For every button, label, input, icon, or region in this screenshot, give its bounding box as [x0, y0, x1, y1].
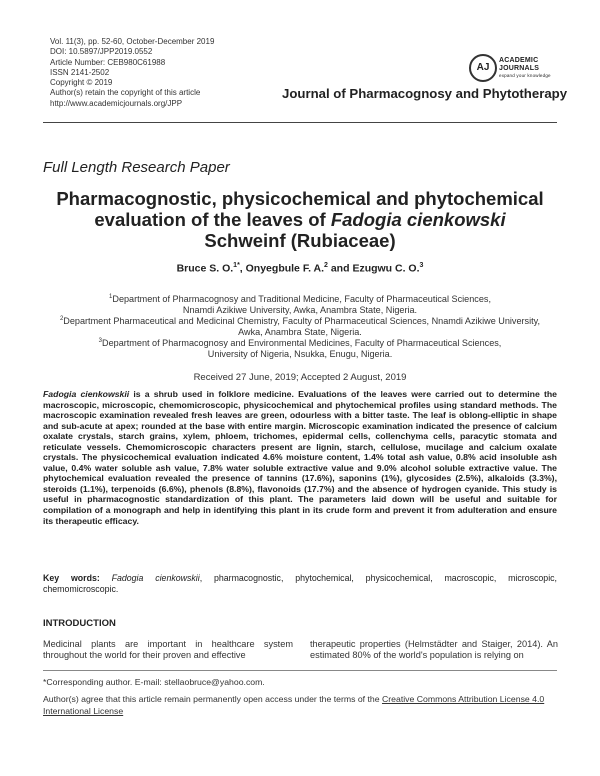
- keywords: Key words: Fadogia cienkowskii, pharmacognostic, phytochemical, physicochemical, macroscopic, microscopic, chemomicroscopic.: [43, 573, 557, 594]
- article-metadata: [50, 37, 214, 109]
- author-3: Ezugwu C. O.: [352, 262, 420, 275]
- footnote-divider: [43, 670, 557, 671]
- doi: DOI: 10.5897/JPP2019.0552: [50, 47, 153, 57]
- received-dates: Received 27 June, 2019; Accepted 2 August, 2019: [193, 372, 407, 383]
- article-number: Article Number: CEB980C61988: [50, 57, 166, 67]
- author-1: Bruce S. O.: [176, 262, 234, 275]
- intro-column-left: Medicinal plants are important in healthcare system throughout the world for their proven and effective: [43, 639, 293, 661]
- title-species: Fadogia cienkowski: [330, 209, 506, 230]
- paper-type: Full Length Research Paper: [43, 159, 230, 176]
- paper-title: Pharmacognostic, physicochemical and phytochemical evaluation of the leaves of Fadogia cienkowski Schweinf (Rubiaceae): [56, 188, 544, 251]
- copyright: Copyright © 2019: [50, 78, 113, 88]
- aj-logo-icon: AJ: [469, 54, 497, 82]
- logo-text: ACADEMIC JOURNALS expand your knowledge: [499, 57, 551, 78]
- rights-statement: Author(s) retain the copyright of this article: [50, 88, 201, 98]
- abstract: Fadogia cienkowskii is a shrub used in folklore medicine. Evaluations of the leaves were carried out to determine the macroscopic, microscopic, chemomicroscopic, physicochemical and phytochemical profiles using standard methods. The macroscopic examination revealed fresh leaves are green, odourless with a bitter taste. The leaf is oblong-elliptic in shape and sub-acute at apex; rounded at the base with entire margin. Microscopic examination indicated the presence of calcium oxalate crystals, starch grains, xylem, phloem, trichomes, epidermal cells, collenchyma cells, paracytic stomata and reticulate vessels. Chemomicroscopic characters present are lignin, starch, cellulose, mucilage and calcium oxalate crystals. The physicochemical evaluation indicated 4.6% moisture content, 1.4% total ash value, 0.8% acid insoluble ash value, 0.4% water soluble ash value, 7.8% water soluble extractive value and 9.0% alcohol soluble extractive value. The phytochemical evaluation revealed the presence of tannins (17.6%), saponins (1%), glycosides (2.5%), alkaloids (3.3%), steroids (1.1%), terpenoids (6.6%), phenols (8.8%), flavonoids (17.7%) and the absence of hydrogen cyanide. This study is useful in pharmacognostic standardization of this plant. The parameters laid down will be useful and suitable for compilation of a monograph and help in identifying this plant in its crude form and prevent it from adulteration and ensure its therapeutic efficacy.: [43, 389, 557, 526]
- affiliation-3: $^3$Department of Pharmacognosy and Environmental Medicines, Faculty of Pharmaceutical Sciences, University of Nigeria, Nsukka, Enugu, Nigeria.: [98, 338, 502, 360]
- license-link[interactable]: Creative Commons Attribution License 4.0 International License: [43, 694, 545, 716]
- publisher-logo: [469, 54, 551, 82]
- introduction-heading: INTRODUCTION: [43, 618, 116, 629]
- journal-name: Journal of Pharmacognosy and Phytotherapy: [282, 86, 568, 101]
- issn: ISSN 2141-2502: [50, 67, 110, 77]
- header-divider: [43, 122, 557, 123]
- author-2: Onyegbule F. A.: [245, 262, 325, 275]
- corresponding-author: *Corresponding author. E-mail: stellaobruce@yahoo.com.: [43, 677, 265, 687]
- journal-url[interactable]: http://www.academicjournals.org/JPP: [50, 98, 183, 108]
- intro-column-right: therapeutic properties (Helmstädter and Staiger, 2014). An estimated 80% of the world's population is relying on: [310, 639, 558, 661]
- affiliation-1: $^1$Department of Pharmacognosy and Traditional Medicine, Faculty of Pharmaceutical Sciences, Nnamdi Azikiwe University, Awka, Anambra State, Nigeria.: [109, 294, 491, 316]
- affiliation-2: $^2$Department Pharmaceutical and Medicinal Chemistry, Faculty of Pharmaceutical Sciences, Nnamdi Azikiwe University, Awka, Anambra State, Nigeria.: [59, 316, 541, 338]
- author-list: Bruce S. O.$^{1*}$, Onyegbule F. A.$^2$ and Ezugwu C. O.$^3$: [176, 262, 424, 275]
- license-notice: Author(s) agree that this article remain permanently open access under the terms of the Creative Commons Attribution License 4.0 International License: [43, 694, 545, 716]
- abstract-species: Fadogia cienkowskii: [43, 389, 130, 399]
- volume-info: Vol. 11(3), pp. 52-60, October-December 2019: [50, 37, 215, 46]
